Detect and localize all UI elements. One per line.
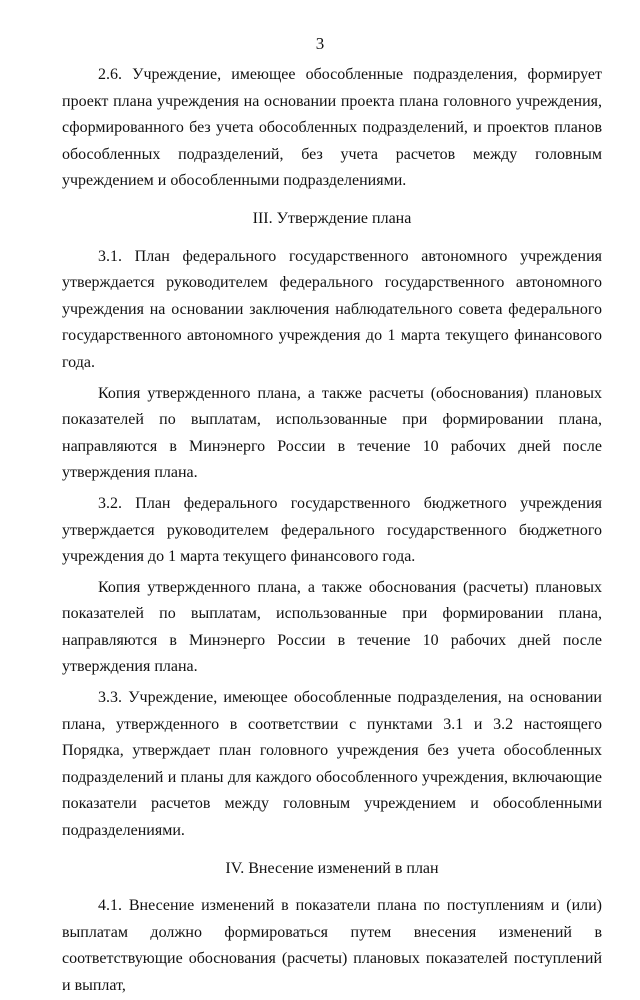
- paragraph-3-1-copy: Копия утвержденного плана, а также расчеты (обоснования) плановых показателей по выплатам, использованные при формировании плана, направляются в Минэнерго России в течение 10 рабочих дней после утверждения плана.: [62, 384, 602, 482]
- paragraph-3-1: 3.1. План федерального государственного автономного учреждения утверждается руководителем федерального государственного автономного учреждения на основании заключения наблюдательного совета федерального государственного автономного учреждения до 1 марта текущего финансового года.: [62, 247, 602, 371]
- paragraph-3-2: 3.2. План федерального государственного бюджетного учреждения утверждается руководителем федерального государственного бюджетного учреждения до 1 марта текущего финансового года.: [62, 494, 602, 566]
- paragraph-3-2-copy: Копия утвержденного плана, а также обоснования (расчеты) плановых показателей по выплатам, использованные при формировании плана, направляются в Минэнерго России в течение 10 рабочих дней после утверждения плана.: [62, 578, 602, 676]
- paragraph-2-6: 2.6. Учреждение, имеющее обособленные подразделения, формирует проект плана учреждения на основании проекта плана головного учреждения, сформированного без учета обособленных подразделений, и проектов планов обособленных подразделений, без учета расчетов между головным учреждением и обособленными подразделениями.: [62, 66, 602, 190]
- paragraph-3-3: 3.3. Учреждение, имеющее обособленные подразделения, на основании плана, утвержденного в соответствии с пунктами 3.1 и 3.2 настоящего Порядка, утверждает план головного учреждения без учета обособленных подразделений и планы для каждого обособленного учреждения, включающие показатели расчетов между головным учреждением и обособленными подразделениями.: [62, 689, 602, 840]
- paragraph-4-1: 4.1. Внесение изменений в показатели плана по поступлениям и (или) выплатам должно формироваться путем внесения изменений в соответствующие обоснования (расчеты) плановых показателей поступлений и выплат,: [62, 897, 602, 994]
- section-heading-4: IV. Внесение изменений в план: [225, 859, 439, 877]
- section-heading-3: III. Утверждение плана: [252, 209, 412, 227]
- page-number: 3: [315, 34, 325, 53]
- document-body: [62, 62, 602, 1000]
